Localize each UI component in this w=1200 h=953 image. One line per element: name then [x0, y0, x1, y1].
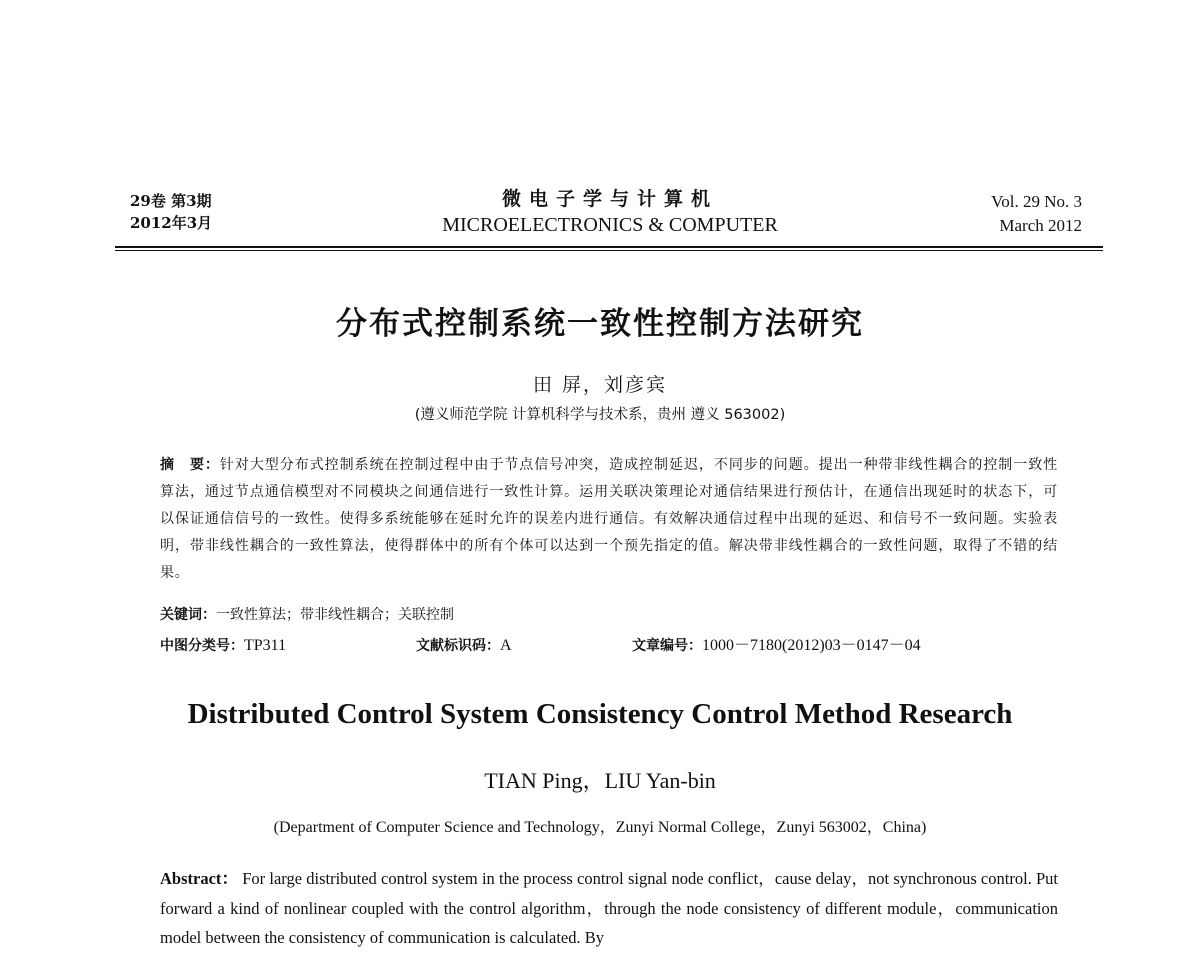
article-number-value: 1000－7180(2012)03－0147－04	[702, 637, 921, 654]
keywords-cn	[160, 603, 1058, 627]
abstract-en-label: Abstract：	[160, 869, 239, 888]
clc-number	[160, 633, 286, 659]
date-cn: 2012年3月	[130, 214, 213, 232]
classification-row	[160, 633, 1058, 659]
volume-issue-cn: 29卷 第3期	[130, 192, 212, 210]
authors-cn: 田 屏，刘彦宾	[532, 374, 668, 396]
header-rule-thin	[115, 250, 1103, 251]
date-en: March 2012	[999, 216, 1082, 235]
clc-label: 中图分类号：	[160, 638, 244, 654]
journal-name	[130, 186, 1090, 238]
header-rule-thick	[115, 246, 1103, 248]
journal-name-en: MICROELECTRONICS & COMPUTER	[442, 214, 778, 236]
keywords-cn-label: 关键词：	[160, 607, 216, 623]
affiliation-cn: (遵义师范学院 计算机科学与技术系，贵州 遵义 563002)	[414, 407, 786, 423]
article-number	[632, 633, 921, 659]
abstract-cn-label: 摘 要：	[160, 457, 220, 473]
journal-header	[130, 186, 1090, 242]
abstract-cn-text: 针对大型分布式控制系统在控制过程中由于节点信号冲突，造成控制延迟，不同步的问题。提出一种带非线性耦合的控制一致性算法，通过节点通信模型对不同模块之间通信进行一致性计算。运用关联决策理论对通信结果进行预估计，在通信出现延时的状态下，可以保证通信信号的一致性。使得多系统能够在延时允许的误差内进行通信。有效解决通信过程中出现的延迟、和信号不一致问题。实验表明，带非线性耦合的一致性算法，使得群体中的所有个体可以达到一个预先指定的值。解决带非线性耦合的一致性问题，取得了不错的结果。	[160, 457, 1059, 581]
article-number-label: 文章编号：	[632, 638, 702, 654]
abstract-en	[160, 864, 1058, 953]
paper-title-en: Distributed Control System Consistency Control Method Research	[187, 698, 1013, 730]
document-code-value: A	[500, 637, 512, 654]
volume-issue-en: Vol. 29 No. 3	[991, 192, 1082, 211]
affiliation-en: (Department of Computer Science and Technology，Zunyi Normal College，Zunyi 563002，China)	[273, 819, 927, 836]
abstract-cn	[160, 452, 1058, 587]
paper-title-cn: 分布式控制系统一致性控制方法研究	[336, 306, 864, 342]
clc-value: TP311	[244, 637, 287, 654]
document-code-label: 文献标识码：	[416, 638, 500, 654]
keywords-cn-text: 一致性算法；带非线性耦合；关联控制	[216, 607, 454, 623]
authors-en: TIAN Ping，LIU Yan-bin	[484, 768, 716, 793]
journal-name-cn: 微电子学与计算机	[501, 188, 718, 210]
document-code	[416, 633, 512, 659]
abstract-en-text: For large distributed control system in the process control signal node conflict，cause delay，not synchronous control. Put forward a kind of nonlinear coupled with the control algorithm，through the node consistency of different module，communication model between the consistency of communication is calculated. By	[160, 869, 1058, 947]
issue-info-en	[991, 190, 1082, 238]
